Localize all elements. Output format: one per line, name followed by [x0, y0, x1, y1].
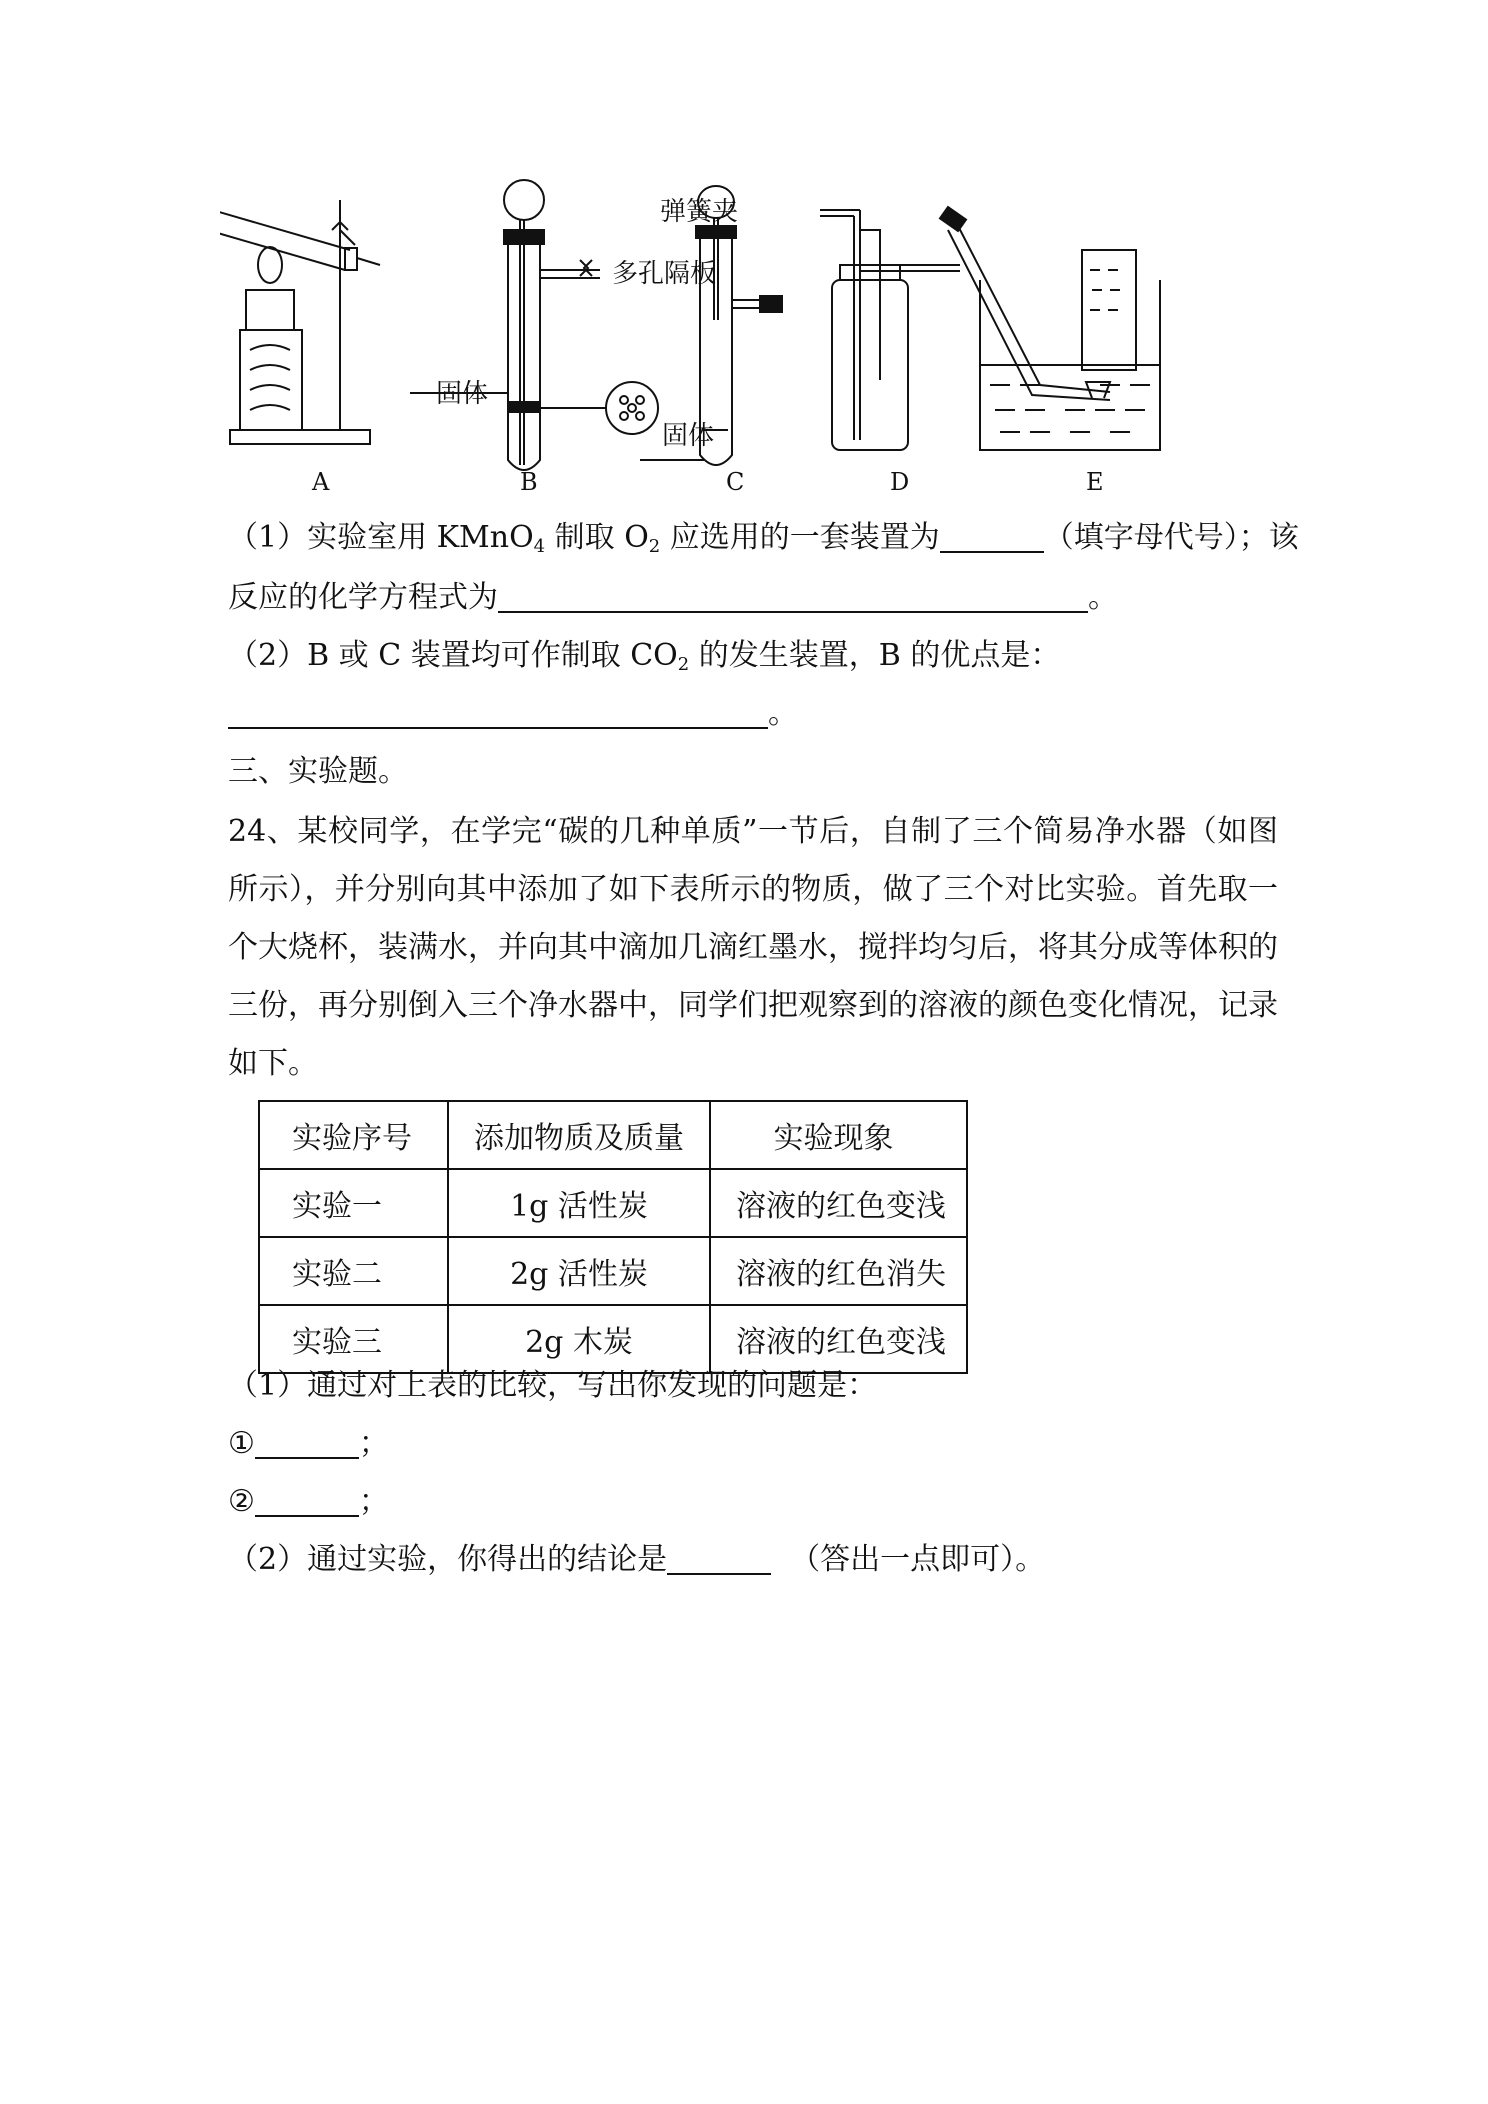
label-a: A — [312, 468, 330, 496]
q23-part1-line2: 反应的化学方程式为 。 — [228, 580, 1118, 615]
q24-part1: （1）通过对上表的比较，写出你发现的问题是： — [228, 1368, 878, 1403]
q24-item1: ① ； — [228, 1426, 389, 1461]
apparatus-figure — [220, 170, 1200, 510]
q23-part1-line1: （1）实验室用 KMnO$_4$ 制取 $O_2$ 应选用的一套装置为 （填字母代号）；该 — [228, 520, 1299, 557]
label-d: D — [890, 468, 910, 496]
section-heading: 三、实验题。 — [228, 754, 408, 789]
experiment-table — [258, 1100, 968, 1374]
answer-blank-equation[interactable] — [498, 581, 1088, 613]
header-seq: 实验序号 — [259, 1101, 448, 1169]
apparatus-e — [940, 207, 1160, 450]
apparatus-b — [410, 180, 658, 470]
apparatus-a — [220, 200, 380, 444]
label-c: C — [726, 468, 745, 496]
label-solid-c: 固体 — [662, 421, 715, 451]
header-substance: 添加物质及质量 — [448, 1101, 710, 1169]
label-b: B — [520, 468, 538, 496]
table-row — [259, 1305, 967, 1373]
label-solid-b: 固体 — [436, 379, 489, 409]
cell: 1g 活性炭 — [448, 1169, 710, 1237]
answer-blank-item2[interactable] — [255, 1485, 359, 1517]
apparatus-d — [820, 210, 960, 450]
cell: 溶液的红色变浅 — [710, 1305, 967, 1373]
answer-blank-conclusion[interactable] — [667, 1543, 771, 1575]
table-header-row — [259, 1101, 967, 1169]
cell: 实验三 — [259, 1305, 448, 1373]
label-porous-plate: 多孔隔板 — [612, 259, 717, 289]
table-row — [259, 1169, 967, 1237]
q24-item2: ② ； — [228, 1484, 389, 1519]
header-phenomenon: 实验现象 — [710, 1101, 967, 1169]
cell: 溶液的红色变浅 — [710, 1169, 967, 1237]
q24-text: 24、某校同学，在学完“碳的几种单质”一节后，自制了三个简易净水器（如图所示），并分别向其中添加了如下表所示的物质，做了三个对比实验。首先取一个大烧杯，装满水，并向其中滴加几滴红墨水，搅拌均匀后，将其分成等体积的三份，再分别倒入三个净水器中，同学们把观察到的溶液的颜色变化情况，记录如下。 — [228, 814, 1278, 1081]
cell: 实验二 — [259, 1237, 448, 1305]
cell: 实验一 — [259, 1169, 448, 1237]
cell: 溶液的红色消失 — [710, 1237, 967, 1305]
answer-blank-apparatus[interactable] — [940, 521, 1044, 553]
label-e: E — [1086, 468, 1104, 496]
q24-part2: （2）通过实验，你得出的结论是 （答出一点即可）。 — [228, 1542, 1046, 1577]
q23-part2-line1: （2）B 或 C 装置均可作制取 $CO_2$ 的发生装置，B 的优点是： — [228, 638, 1061, 675]
table-row — [259, 1237, 967, 1305]
apparatus-diagram — [220, 170, 1200, 510]
label-spring-clip: 弹簧夹 — [660, 197, 739, 227]
answer-blank-item1[interactable] — [255, 1427, 359, 1459]
q23-part2-line2: 。 — [228, 694, 798, 734]
cell: 2g 活性炭 — [448, 1237, 710, 1305]
cell: 2g 木炭 — [448, 1305, 710, 1373]
answer-blank-advantage[interactable] — [228, 697, 768, 729]
